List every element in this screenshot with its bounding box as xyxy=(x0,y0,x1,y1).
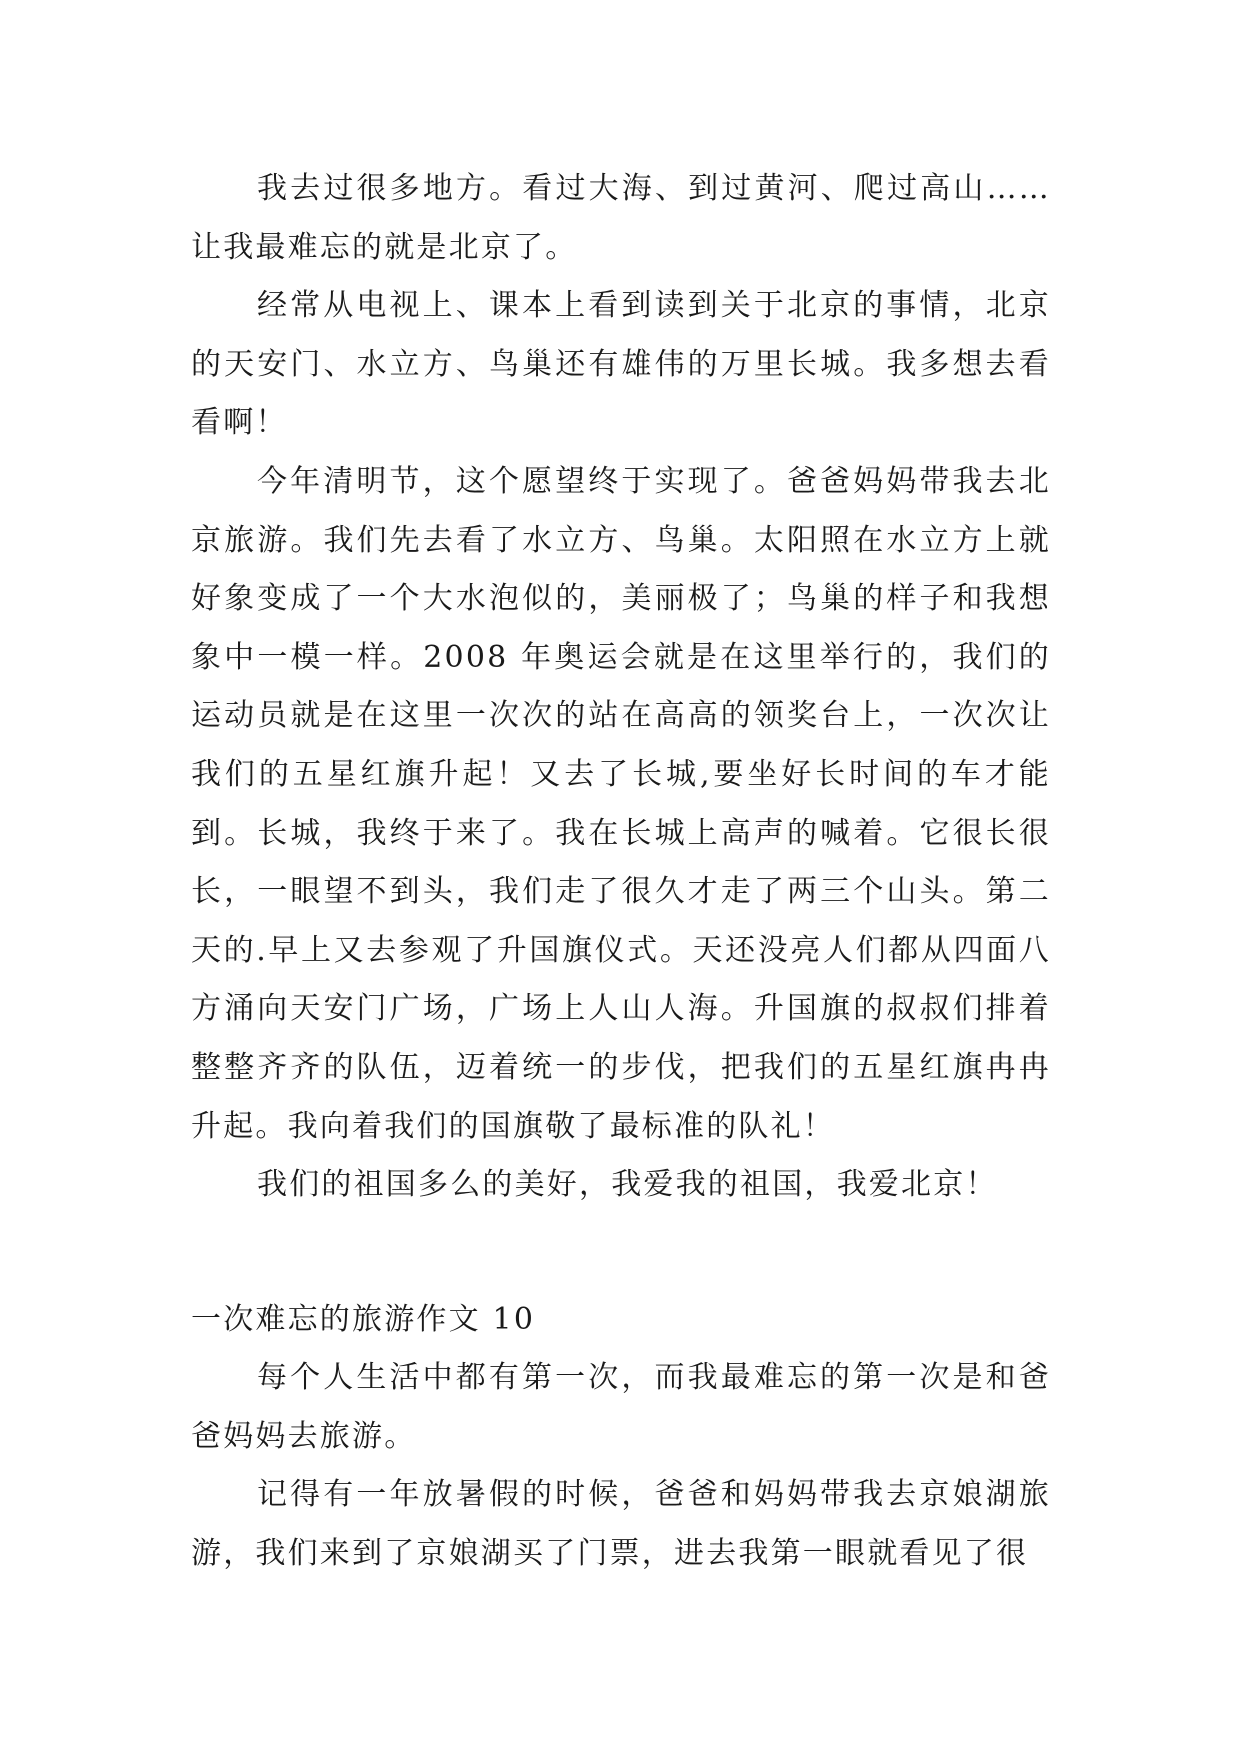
paragraph-places-visited: 我去过很多地方。看过大海、到过黄河、爬过高山……让我最难忘的就是北京了。 xyxy=(191,171,1051,265)
section-spacer xyxy=(191,1215,1051,1291)
paragraph-first-time: 每个人生活中都有第一次，而我最难忘的第一次是和爸爸妈妈去旅游。 xyxy=(191,1360,1051,1454)
document-body xyxy=(191,160,1051,1584)
paragraph-qingming-trip: 今年清明节，这个愿望终于实现了。爸爸妈妈带我去北京旅游。我们先去看了水立方、鸟巢。太阳照在水立方上就好象变成了一个大水泡似的，美丽极了；鸟巢的样子和我想象中一模一样。2008 年奥运会就是在这里举行的，我们的运动员就是在这里一次次的站在高高的领奖台上，一次次让我们的五星红旗升起！又去了长城,要坐好长时间的车才能到。长城，我终于来了。我在长城上高声的喊着。它很长很长，一眼望不到头，我们走了很久才走了两三个山头。第二天的.早上又去参观了升国旗仪式。天还没亮人们都从四面八方涌向天安门广场，广场上人山人海。升国旗的叔叔们排着整整齐齐的队伍，迈着统一的步伐，把我们的五星红旗冉冉升起。我向着我们的国旗敬了最标准的队礼！ xyxy=(191,463,1051,1144)
paragraph-jingniang-lake: 记得有一年放暑假的时候，爸爸和妈妈带我去京娘湖旅游，我们来到了京娘湖买了门票，进去我第一眼就看见了很 xyxy=(191,1477,1051,1572)
paragraph-love-beijing: 我们的祖国多么的美好，我爱我的祖国，我爱北京！ xyxy=(257,1167,998,1203)
paragraph-beijing-wish: 经常从电视上、课本上看到读到关于北京的事情，北京的天安门、水立方、鸟巢还有雄伟的万里长城。我多想去看看啊！ xyxy=(191,288,1051,441)
section-title: 一次难忘的旅游作文 10 xyxy=(191,1301,536,1337)
